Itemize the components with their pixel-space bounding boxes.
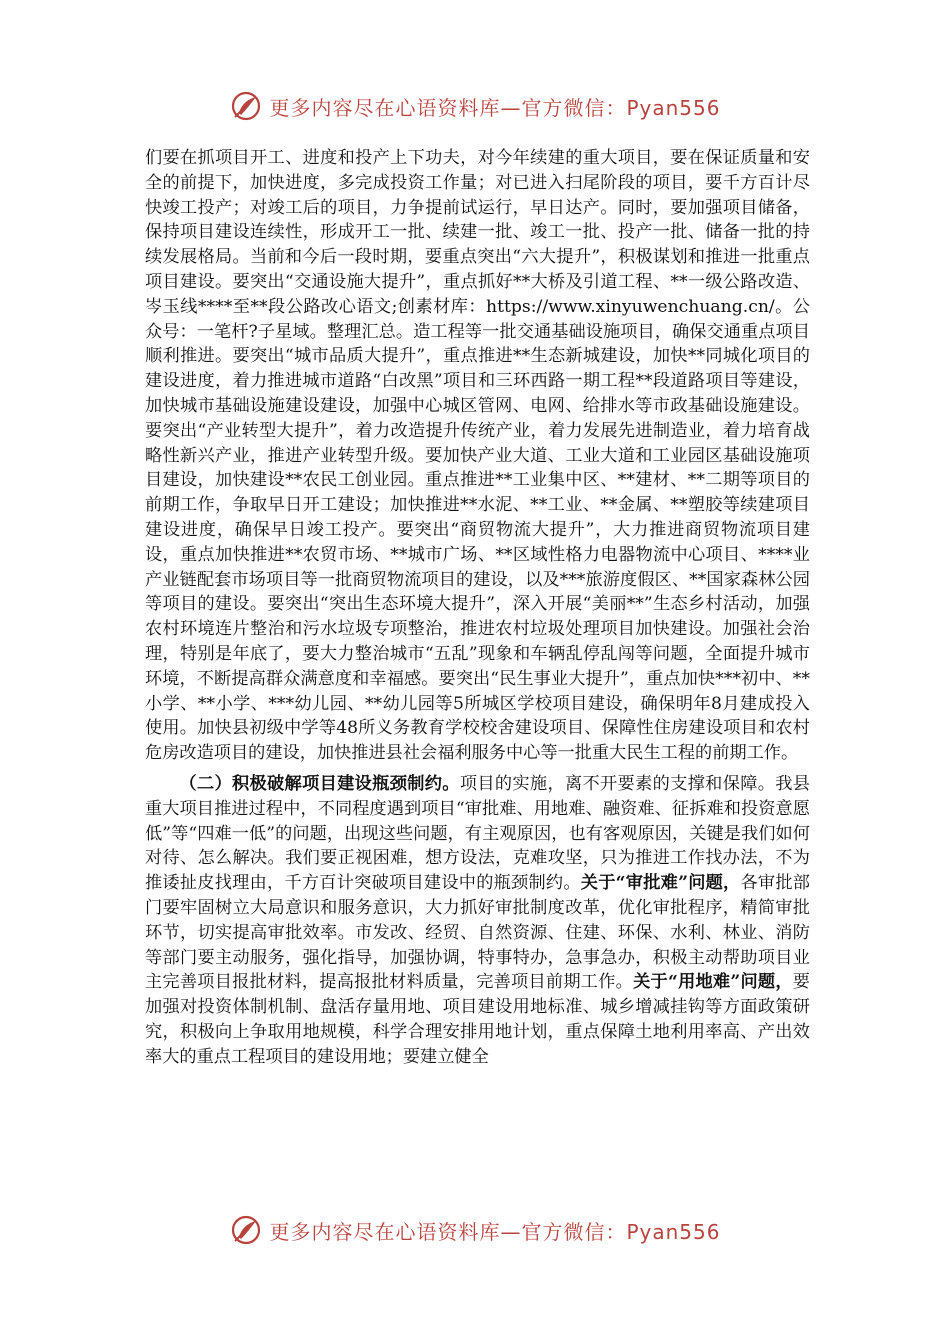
paragraph-2-text-a: 项目的实施，离不开要素的支撑和保障。我县重大项目推进过程中，不同程度遇到项目“审批难、用地难、融资难、征拆难和投资意愿低”等“四难一低”的问题，出现这些问题，有主观原因，也有客观原因，关键是我们如何对待、怎么解决。我们要正视困难，想方设法，克难攻坚，只为推进工作找办法，不为推诿扯皮找理由，千方百计突破项目建设中的瓶颈制约。 (145, 773, 810, 894)
paragraph-2-text-c: 要加强对投资体制机制、盘活存量用地、项目建设用地标准、城乡增减挂钩等方面政策研究，积极向上争取用地规模，科学合理安排用地计划，重点保障土地利用率高、产出效率大的重点工程项目的建设用地；要建立健全 (145, 972, 810, 1067)
section-heading: （二）积极破解项目建设瓶颈制约。 (179, 773, 460, 794)
document-body (145, 146, 810, 1069)
logo-icon (229, 89, 263, 123)
header-watermark (0, 86, 950, 126)
paragraph-2-text-b: 各审批部门要牢固树立大局意识和服务意识，大力抓好审批制度改革，优化审批程序，精简审批环节，切实提高审批效率。市发改、经贸、自然资源、住建、环保、水利、林业、消防等部门要主动服务，强化指导，加强协调，特事特办，急事急办，积极主动帮助项目业主完善项目报批材料，提高报批材料质量，完善项目前期工作。 (145, 873, 810, 993)
watermark-text: 更多内容尽在心语资料库—官方微信：Pyan556 (269, 1219, 721, 1244)
logo-icon (229, 1213, 263, 1247)
approval-difficulty-heading: 关于“审批难”问题， (580, 873, 741, 894)
watermark-text: 更多内容尽在心语资料库—官方微信：Pyan556 (269, 95, 721, 120)
footer-watermark (0, 1210, 950, 1250)
paragraph-1: 们要在抓项目开工、进度和投产上下功夫，对今年续建的重大项目，要在保证质量和安全的前提下，加快进度，多完成投资工作量；对已进入扫尾阶段的项目，要千方百计尽快竣工投产；对竣工后的项目，力争提前试运行，早日达产。同时，要加强项目储备，保持项目建设连续性，形成开工一批、续建一批、竣工一批、投产一批、储备一批的持续发展格局。当前和今后一段时期，要重点突出“六大提升”，积极谋划和推进一批重点项目建设。要突出“交通设施大提升”，重点抓好**大桥及引道工程、**一级公路改造、岑玉线****至**段公路改心语文;创素材库：https://www.xinyuwenchuang.cn/。公众号：一笔杆?子星域。整理汇总。造工程等一批交通基础设施项目，确保交通重点项目顺利推进。要突出“城市品质大提升”，重点推进**生态新城建设，加快**同城化项目的建设进度，着力推进城市道路“白改黑”项目和三环西路一期工程**段道路项目等建设，加快城市基础设施建设建设，加强中心城区管网、电网、给排水等市政基础设施建设。要突出“产业转型大提升”，着力改造提升传统产业，着力发展先进制造业，着力培育战略性新兴产业，推进产业转型升级。要加快产业大道、工业大道和工业园区基础设施项目建设，加快建设**农民工创业园。重点推进**工业集中区、**建材、**二期等项目的前期工作，争取早日开工建设；加快推进**水泥、**工业、**金属、**塑胶等续建项目建设进度，确保早日竣工投产。要突出“商贸物流大提升”，大力推进商贸物流项目建设，重点加快推进**农贸市场、**城市广场、**区域性格力电器物流中心项目、****业产业链配套市场项目等一批商贸物流项目的建设，以及***旅游度假区、**国家森林公园等项目的建设。要突出“突出生态环境大提升”，深入开展“美丽**”生态乡村活动，加强农村环境连片整治和污水垃圾专项整治，推进农村垃圾处理项目加快建设。加强社会治理，特别是年底了，要大力整治城市“五乱”现象和车辆乱停乱闯等问题，全面提升城市环境，不断提高群众满意度和幸福感。要突出“民生事业大提升”，重点加快***初中、**小学、**小学、***幼儿园、**幼儿园等5所城区学校项目建设，确保明年8月建成投入使用。加快县初级中学等48所义务教育学校校舍建设项目、保障性住房建设项目和农村危房改造项目的建设，加快推进县社会福利服务中心等一批重大民生工程的前期工作。 (145, 148, 810, 764)
paragraph-2 (145, 772, 810, 1070)
land-difficulty-heading: 关于“用地难”问题， (633, 972, 793, 993)
